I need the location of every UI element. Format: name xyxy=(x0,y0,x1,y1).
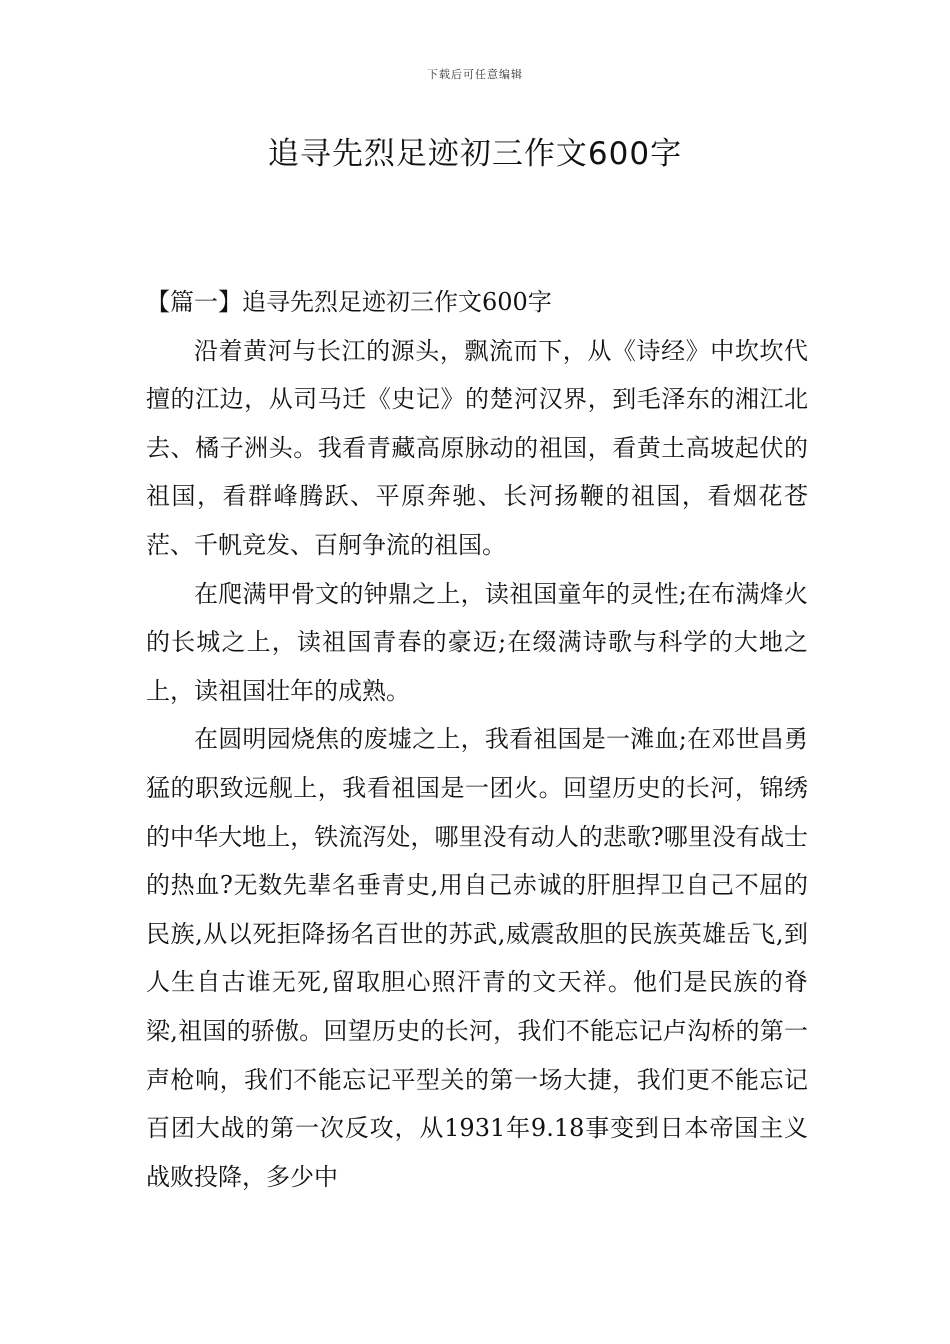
paragraph-2: 在爬满甲骨文的钟鼎之上，读祖国童年的灵性;在布满烽火的长城之上，读祖国青春的豪迈;在缀满诗歌与科学的大地之上，读祖国壮年的成熟。 xyxy=(146,579,808,705)
section-heading: 【篇一】追寻先烈足迹初三作文600字 xyxy=(146,288,552,316)
document-body xyxy=(146,278,808,1201)
paragraph-3: 在圆明园烧焦的废墟之上，我看祖国是一滩血;在邓世昌勇猛的职致远舰上，我看祖国是一团火。回望历史的长河，锦绣的中华大地上，铁流泻处，哪里没有动人的悲歌?哪里没有战士的热血?无数先辈名垂青史,用自己赤诚的肝胆捍卫自己不屈的民族,从以死拒降扬名百世的苏武,威震敌胆的民族英雄岳飞,到人生自古谁无死,留取胆心照汗青的文天祥。他们是民族的脊梁,祖国的骄傲。回望历史的长河，我们不能忘记卢沟桥的第一声枪响，我们不能忘记平型关的第一场大捷，我们更不能忘记百团大战的第一次反攻，从1931年9.18事变到日本帝国主义战败投降，多少中 xyxy=(146,725,808,1191)
page-title: 追寻先烈足迹初三作文600字 xyxy=(267,136,683,172)
header-note: 下载后可任意编辑 xyxy=(427,68,523,81)
paragraph-1: 沿着黄河与长江的源头，飘流而下，从《诗经》中坎坎代擅的江边，从司马迁《史记》的楚河汉界，到毛泽东的湘江北去、橘子洲头。我看青藏高原脉动的祖国，看黄土高坡起伏的祖国，看群峰腾跃、平原奔驰、长河扬鞭的祖国，看烟花苍茫、千帆竞发、百舸争流的祖国。 xyxy=(146,336,808,559)
